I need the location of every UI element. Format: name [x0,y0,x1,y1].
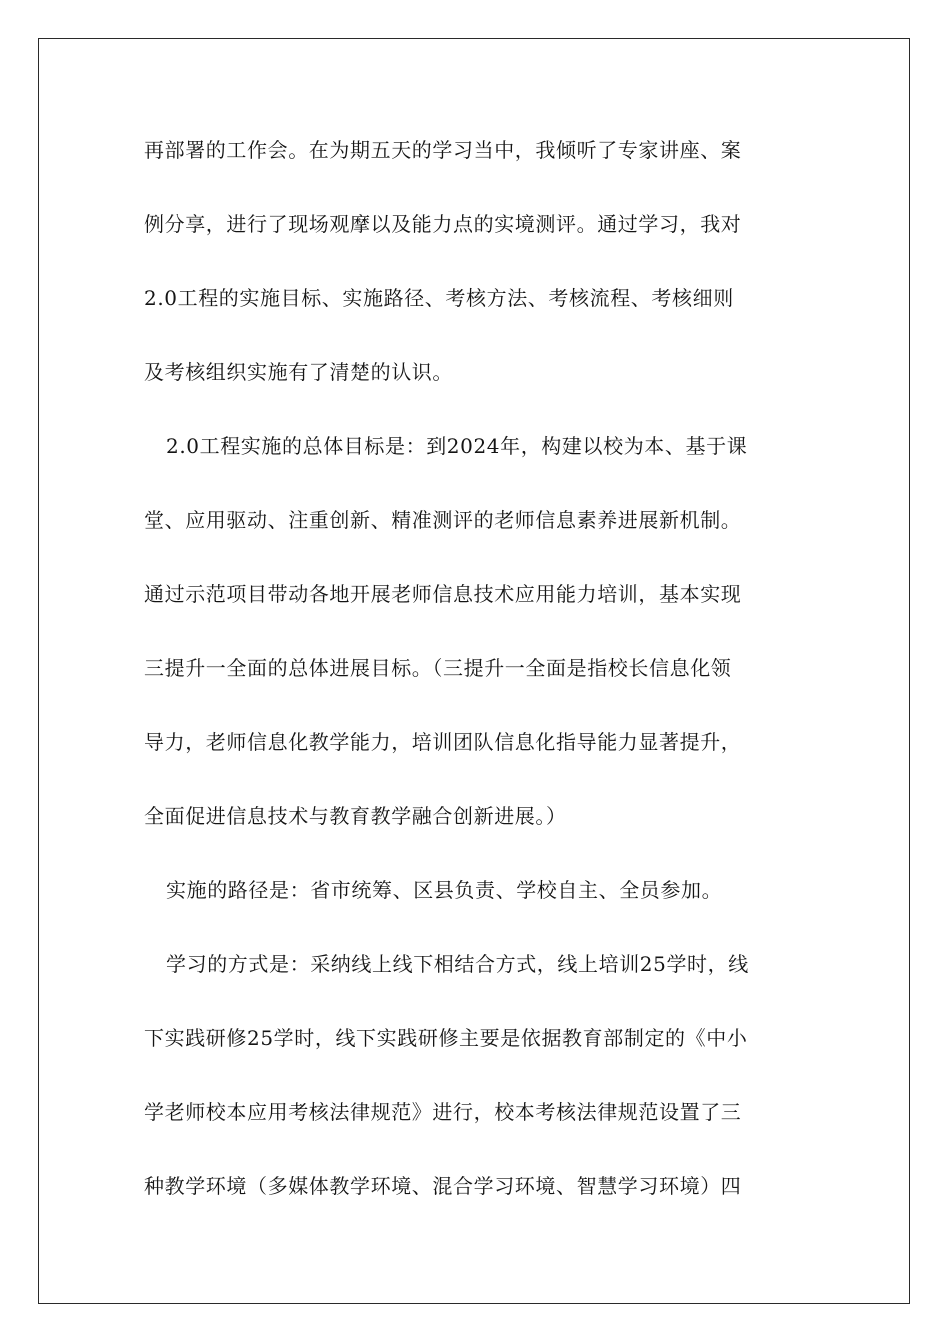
text-line: 下实践研修25学时，线下实践研修主要是依据教育部制定的《中小 [144,1026,748,1050]
text-line: 实施的路径是：省市统筹、区县负责、学校自主、全员参加。 [166,878,723,902]
text-line: 学老师校本应用考核法律规范》进行，校本考核法律规范设置了三 [144,1100,742,1124]
text-line: 全面促进信息技术与教育教学融合创新进展。） [144,804,567,828]
text-line: 2.0工程的实施目标、实施路径、考核方法、考核流程、考核细则 [144,286,734,310]
text-line: 种教学环境（多媒体教学环境、混合学习环境、智慧学习环境）四 [144,1174,742,1198]
document-body [144,128,814,1238]
text-line: 2.0工程实施的总体目标是：到2024年，构建以校为本、基于课 [166,434,748,458]
text-line: 再部署的工作会。在为期五天的学习当中，我倾听了专家讲座、案 [144,138,742,162]
text-line: 及考核组织实施有了清楚的认识。 [144,360,453,384]
text-line: 三提升一全面的总体进展目标。（三提升一全面是指校长信息化领 [144,656,732,680]
text-line: 导力，老师信息化教学能力，培训团队信息化指导能力显著提升， [144,730,742,754]
text-line: 通过示范项目带动各地开展老师信息技术应用能力培训，基本实现 [144,582,742,606]
text-line: 学习的方式是：采纳线上线下相结合方式，线上培训25学时，线 [166,952,749,976]
text-line: 例分享，进行了现场观摩以及能力点的实境测评。通过学习，我对 [144,212,742,236]
text-line: 堂、应用驱动、注重创新、精准测评的老师信息素养进展新机制。 [144,508,742,532]
